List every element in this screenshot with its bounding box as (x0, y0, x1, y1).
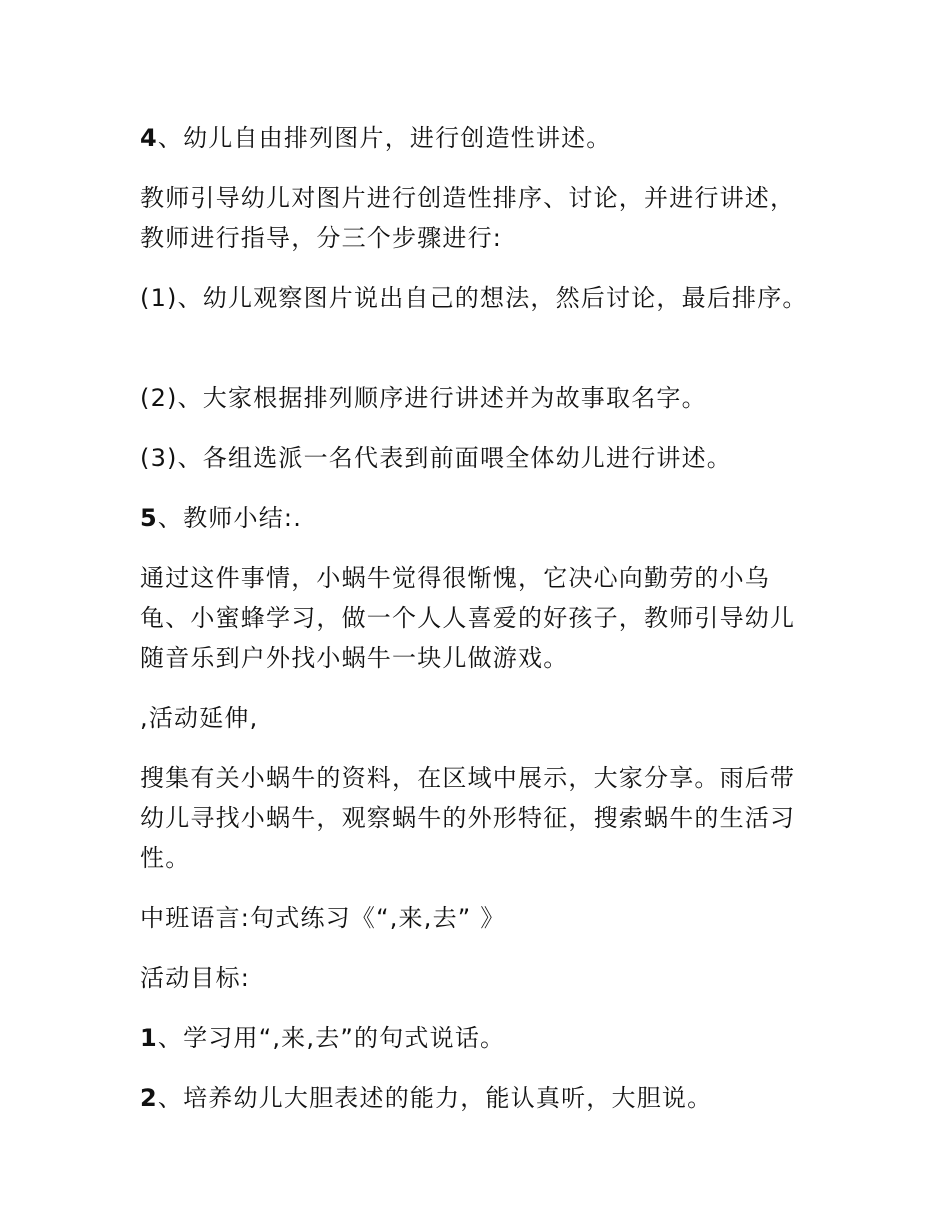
paragraph-text: 、培养幼儿大胆表述的能力，能认真听，大胆说。 (157, 1084, 713, 1112)
paragraph-objectives-heading (140, 958, 820, 998)
paragraph-text: (2)、大家根据排列顺序进行讲述并为故事取名字。 (140, 384, 707, 412)
paragraph-text: (3)、各组选派一名代表到前面喂全体幼儿进行讲述。 (140, 444, 732, 472)
paragraph-teacher-guidance (140, 178, 820, 258)
paragraph-text: (1)、幼儿观察图片说出自己的想法，然后讨论，最后排序。 (140, 284, 808, 312)
paragraph-text: 活动目标: (140, 964, 251, 992)
paragraph-extension-body (140, 758, 820, 878)
paragraph-text: 教师引导幼儿对图片进行创造性排序、讨论，并进行讲述，教师进行指导，分三个步骤进行: (140, 184, 796, 252)
paragraph-text: 、教师小结:. (157, 504, 303, 532)
paragraph-objective-2 (140, 1078, 820, 1118)
paragraph-extension-heading (140, 698, 820, 738)
paragraph-text: 中班语言:句式练习《“,来,去” 》 (140, 904, 506, 932)
paragraph-text: 搜集有关小蜗牛的资料，在区域中展示，大家分享。雨后带幼儿寻找小蜗牛，观察蜗牛的外形特征，搜索蜗牛的生活习性。 (140, 764, 796, 872)
paragraph-text: 、学习用“,来,去”的句式说话。 (157, 1024, 506, 1052)
paragraph-text: ,活动延伸, (140, 704, 259, 732)
step-number: 5 (140, 504, 158, 532)
step-number: 1 (140, 1024, 158, 1052)
paragraph-text: 通过这件事情，小蜗牛觉得很惭愧，它决心向勤劳的小乌龟、小蜜蜂学习，做一个人人喜爱的好孩子，教师引导幼儿随音乐到户外找小蜗牛一块儿做游戏。 (140, 564, 796, 672)
paragraph-substep-2 (140, 378, 820, 418)
paragraph-substep-1 (140, 278, 820, 318)
paragraph-text: 、幼儿自由排列图片，进行创造性讲述。 (157, 124, 612, 152)
paragraph-summary (140, 558, 820, 678)
paragraph-substep-3 (140, 438, 820, 478)
step-number: 4 (140, 124, 158, 152)
step-number: 2 (140, 1084, 158, 1112)
paragraph-objective-1 (140, 1018, 820, 1058)
paragraph-step-5 (140, 498, 820, 538)
paragraph-lesson-title (140, 898, 820, 938)
paragraph-step-4 (140, 118, 820, 158)
